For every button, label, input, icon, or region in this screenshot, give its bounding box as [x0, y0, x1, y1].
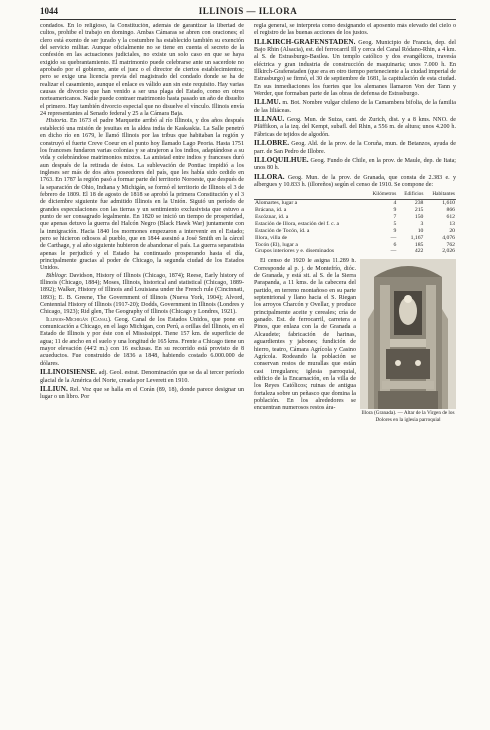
- entry-headword: ILLMU.: [254, 97, 281, 107]
- table-row: [254, 235, 456, 242]
- value-cell: 6: [393, 241, 397, 248]
- value-cell: 422: [414, 248, 424, 255]
- value-cell: 150: [414, 213, 424, 220]
- table-row: [254, 207, 456, 214]
- value-cell: 215: [414, 207, 424, 214]
- entry-text: Geog. Mun. de Suiza, cant. de Zurich, dist. y a 8 kms. NNO. de Pfäffikon, a la izq. del Kempt, subafl. del Rhin, a 556 m. de altura; unos 4.200 h. Fábricas de tejidos de algodón.: [254, 117, 456, 138]
- page-number: 1044: [40, 6, 58, 16]
- entry-text: Geog. Ald. de la prov. de la Coruña, mun. de Betanzos, ayuda de parr. de San Pedro de Illobre.: [254, 141, 456, 155]
- column-header: [254, 191, 364, 199]
- paragraph-history: [40, 118, 244, 272]
- entry-illora: [254, 173, 456, 190]
- entry-headword: ILLINOISIENSE.: [40, 367, 97, 377]
- row-label-cell: Alomartes, lugar a: [255, 200, 298, 207]
- value-cell: 10: [417, 227, 424, 234]
- row-label-cell: Illora, villa de: [255, 234, 288, 241]
- entry-headword: ILLIUN.: [40, 383, 68, 393]
- section-label: Historia.: [46, 118, 68, 125]
- value-cell: —: [390, 248, 397, 255]
- table-row: [254, 242, 456, 249]
- entry-illiun: [40, 385, 244, 402]
- entry-headword: ILLOQUILHUE.: [254, 154, 309, 164]
- entry-text: Geog. Municipio de Francia, dep. del Bajo Rhin (Alsacia), est. del ferrocarril Ill y cerca del Canal Ródano-Rhin, a 4 km. al S. de Estrasburgo-Basilea. Un templo católico y dos evangélicos, travesía eléctrica y gran industria de construcción de maquinaria; unos 7.000 h. En Illkirch-Grafenstaden (que era en otro tiempo perteneciente a la ciudad imperial de Estrasburgo) se firmó, el 30 de septiembre de 1681, la capitulación de esta ciudad. En sus inmediaciones los fuertes que los alemanes llamaron Von der Tann y Werder, que formaban parte de las obras de defensa de Estrasburgo.: [254, 39, 456, 98]
- entry-illoquilhue: [254, 156, 456, 173]
- column-header: Habitantes: [424, 191, 456, 199]
- row-label-cell: Estación de Tocón, íd. a: [255, 227, 310, 234]
- value-cell: 9: [393, 227, 397, 234]
- row-label-cell: Tocón (El), lugar a: [255, 241, 298, 248]
- entry-illobre: [254, 139, 456, 156]
- value-cell: 1,167: [410, 234, 424, 241]
- value-cell: 20: [449, 227, 455, 234]
- row-label-cell: Estación de Illora, estación del f. c. a: [255, 220, 340, 227]
- table-header-row: [254, 191, 456, 199]
- census-block: [254, 258, 456, 424]
- value-cell: 2,026: [442, 248, 455, 255]
- value-cell: 185: [414, 241, 424, 248]
- value-cell: 612: [446, 213, 455, 220]
- census-paragraph: El censo de 1920 le asigna 11.289 h. Corresponde al p. j. de Montefrío, dióc. de Granada, y está sit. al S. de la Sierra Parapanda, a 11 kms. de la cabecera del partido, en terreno montañoso en su parte septentrional y llano hacia el S. Riegan los arroyos Charcón y Ovellar, y produce principalmente aceite y cereales; cría de ganado. Est. de ferrocarril, carretera a Pinos, que enlaza con la de Granada a Alcaudete; fabricación de harinas, aguardientes y jabones; fundición de hierro, teatro, Cámara Agrícola y Casino Agrícola. Rodeando la población se conservan restos de murallas que están casi irregulares; iglesia parroquial, edificio de la Encarnación, en la villa de los Reyes Católicos; ruinas de antigua fortaleza sobre un peñasco que domina la población. En los alrededores se encuentran numerosos restos ára-: [254, 258, 356, 412]
- table-row: [254, 228, 456, 235]
- section-text: En 1673 el padre Marquette arribó al río Illinois, y dos años después estableció una misión de jesuitas en la aldea india de Kaskaskia. La Salle penetró en dicho río en 1679, le llamó Illinois por las tribus que habitaban la región y construyó el fuerte Creve Coeur en el punto hoy llamado Lago Peoria. Hasta 1751 los franceses fundaron varias colonias y se atrajeron a los indios, adaptándose a su vida y celebrándose matrimonios mixtos. La amistad entre indios y franceses duró aun después de la retirada de éstos. La sublevación de Pontiac impidió a los ingleses ser más de dos años poseedores del país, que les había sido cedido en 1763. En 1787 la región pasó a formar parte del territorio Noroeste, que después de la separación de Ohio, Indiana y Michigán, se formó el territorio de Illinois el 3 de febrero de 1809. El 18 de agosto de 1818 se aprobó la primera Constitución y el 3 de diciembre siguiente fue admitido Illinois en la Unión. Siguió un período de grandes especulaciones con las tierras y un sentimiento exclusivista que estuvo a punto de ser consagrado legalmente. En 1820 se inició un tiempo de prosperidad, que apenas detuvo la guerra del Halcón Negro (Black Hawk War) juntamente con la inmigración. Hacia 1840 los mormones empezaron a intervenir en el Estado; pero se hicieron odiosos al pueblo, que en 1844 asesinó a José Smith en la cárcel de Carthage, y al año siguiente hubieron de abandonar el país. La guerra separatista apenas le perjudicó y el Estado ha continuado prosperando hasta el día, principalmente gracias al poder de Chicago, la segunda ciudad de los Estados Unidos.: [40, 118, 244, 272]
- entry-illinoisiense: [40, 368, 244, 385]
- paragraph: regla general, se interpreta como designando el aposento más elevado del cielo o el registro de las buenas acciones de los justos.: [254, 23, 456, 37]
- value-cell: 9: [393, 207, 397, 214]
- table-row: [254, 200, 456, 207]
- value-cell: 866: [446, 207, 455, 214]
- section-text: Davidson, History of Illinois (Chicago, 1874); Reese, Early history of Illinois (Chicago, 1884); Moses, Illinois, historical and statistical (Chicago, 1889-1892); Walker, History of Illinois and Louisiana under the French rule (Cincinnati, 1893); E. B. Greene, The Government of Illinois (Nueva York, 1904); Alvord, Centennial History of Illinois (1917-20); Dodds, Government in Illinois (Londres y Chicago, 1923); Rid glen, The Geography of Illinois (Chicago y Londres, 1921).: [40, 272, 244, 316]
- entry-illkirch: [254, 38, 456, 99]
- section-label: Bibliogr.: [46, 272, 68, 279]
- column-header: Kilómetros: [364, 191, 397, 199]
- page-title: ILLINOIS — ILLORA: [198, 6, 298, 16]
- left-column: [40, 23, 244, 713]
- entry-text: Geog. Fundo de Chile, en la prov. de Maule, dep. de Itata; unos 80 h.: [254, 157, 456, 172]
- value-cell: 4,076: [442, 234, 455, 241]
- value-cell: 3: [420, 220, 424, 227]
- paragraph: condados. En lo religioso, la Constitución, además de garantizar la libertad de cultos, prohibe el trabajo en domingo. Ambas Cámaras se abren con oraciones; el clero está exento de ser jurado y la costumbre ha establecido también su exención del servicio militar. Aunque oficialmente no se tiene en cuenta el secreto de la confesión en las actuaciones judiciales, no existe un solo caso en que se haya exigido su quebrantamiento. El matrimonio puede celebrarse ante un sacerdote no aprobado por el gobierno, ante el juez o el director de ciertos establecimientos; pero se exige una licencia previa del magistrado del condado donde se ha de realizar el casamiento, aunque el enlace es válido aun sin este requisito. Hay varias causas de divorcio que han venido a ser una plaga del Estado, como en otros norteamericanos. Nadie puede contraer matrimonio hasta pasado un año de disuelto el primero. Hay también divorcio especial que no disuelve el vínculo. Illinois envía 24 representantes al Senado federal y 25 a la Cámara Baja.: [40, 23, 244, 118]
- right-column: [254, 23, 456, 713]
- entry-text: adj. Geol. estrat. Denominación que se da al tercer período glacial de la América del Norte, creada por Leverett en 1910.: [40, 370, 244, 384]
- altar-photo: [360, 259, 456, 409]
- table-body: [254, 200, 456, 256]
- value-cell: 7: [393, 213, 397, 220]
- running-header: [40, 6, 456, 20]
- entry-text: Geog. Mun. de la prov. de Granada, que consta de 2.383 e. y albergues y 10.833 h. (illoreños) según el censo de 1910. Se compone de:: [254, 174, 456, 188]
- paragraph-bibliography: [40, 273, 244, 317]
- entry-text: Geog. Canal de los Estados Unidos, que pone en comunicación a Chicago, en el lago Michigan, con Perú, a orillas del Illinois, en el Estado de Illinois y por éste con el Mississippi. Tiene 157 km. de superficie de agua; 11 de ancho en el suelo y una longitud de 165 kms. Frente a Chicago tiene un mayor elevación (44'2 m.) con 16 esclusas. En su recorrido está provisto de 8 acueductos. Fue construido de 1836 a 1848, habiendo costado 6.000.000 de dólares.: [40, 316, 244, 367]
- entry-headword: ILLOBRE.: [254, 138, 290, 148]
- table-row: [254, 214, 456, 221]
- entry-illmu: [254, 98, 456, 115]
- row-label-cell: Grupos interiores y e. diseminados: [255, 248, 335, 255]
- row-label-cell: Escóznar, id. a: [255, 213, 289, 220]
- entry-headword: ILLKIRCH-GRAFENSTADEN.: [254, 36, 356, 46]
- table-row: [254, 221, 456, 228]
- column-header: Edificios: [397, 191, 424, 199]
- value-cell: 5: [393, 220, 397, 227]
- value-cell: 238: [414, 200, 424, 207]
- value-cell: 4: [393, 200, 397, 207]
- value-cell: —: [390, 234, 397, 241]
- row-label-cell: Brácana, id. a: [255, 207, 287, 214]
- photo-figure: [360, 259, 456, 422]
- value-cell: 1,610: [442, 200, 455, 207]
- photo-caption: Illora (Granada). — Altar de la Virgen de los Dolores en la iglesia parroquial: [361, 410, 455, 423]
- entry-illinois-michigan: [40, 317, 244, 368]
- entry-headword: Illinois-Michigán (Canal).: [46, 316, 112, 323]
- altar-illustration: [360, 259, 456, 409]
- value-cell: 13: [449, 220, 455, 227]
- table-row: [254, 248, 456, 255]
- value-cell: 762: [446, 241, 455, 248]
- entry-headword: ILLORA.: [254, 171, 285, 181]
- population-table: [254, 191, 456, 255]
- entry-headword: ILLNAU.: [254, 114, 285, 124]
- entry-text: m. Bot. Nombre vulgar chileno de la Camambera bifolia, de la familia de las liliáceas.: [254, 100, 456, 114]
- header-rule: [40, 19, 456, 20]
- entry-text: Rel. Voz que se halla en el Corán (89, 18), donde parece designar un lugar o un libro. Por: [40, 386, 244, 401]
- entry-illnau: [254, 115, 456, 139]
